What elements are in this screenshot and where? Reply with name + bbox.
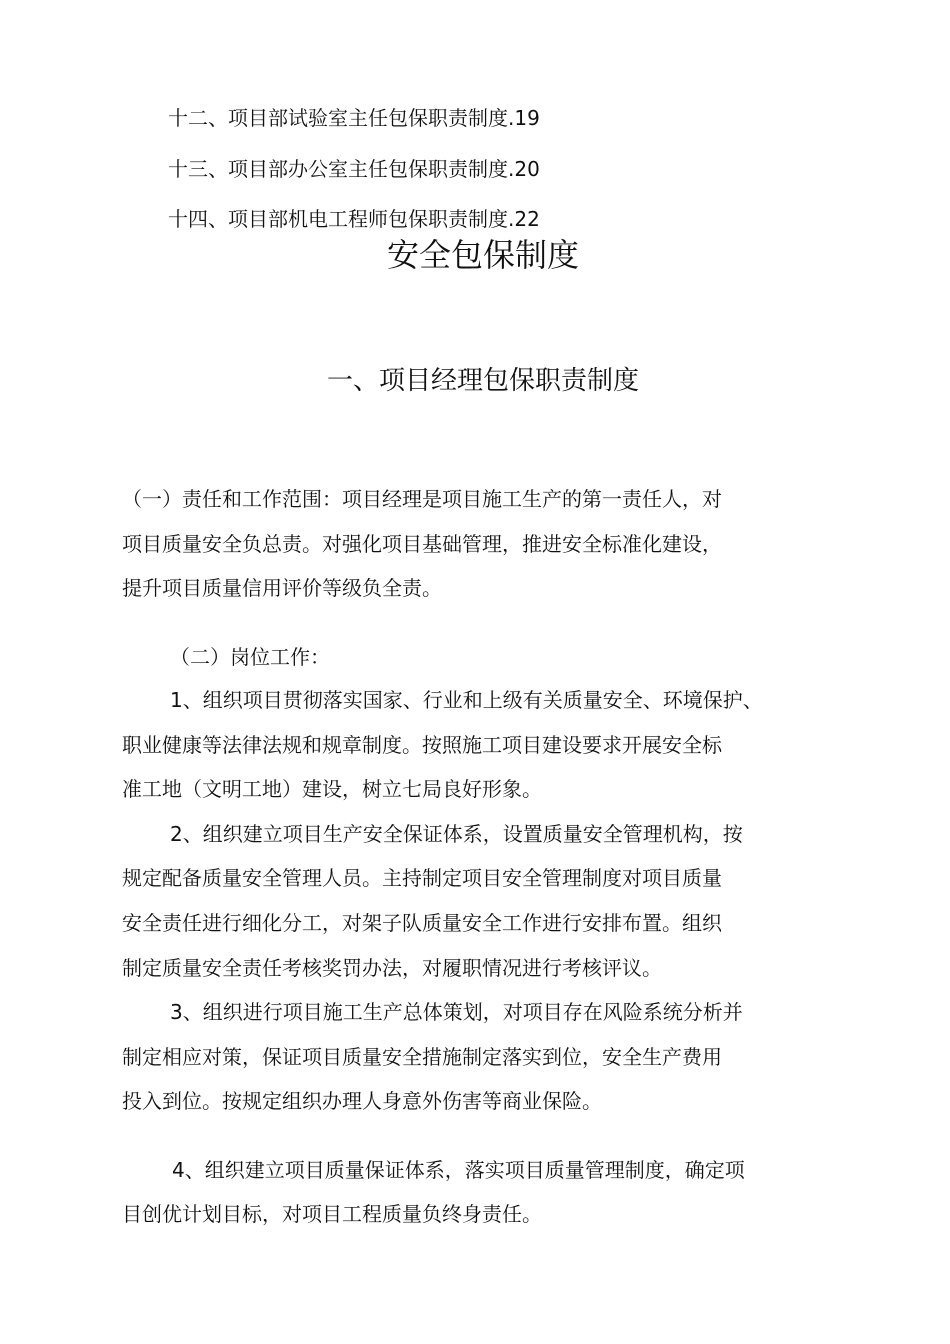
item4-line-1: 4、组织建立项目质量保证体系，落实项目质量管理制度，确定项 — [172, 1158, 745, 1182]
item1-line-2: 职业健康等法律法规和规章制度。按照施工项目建设要求开展安全标 — [122, 733, 722, 757]
item4-line-2: 目创优计划目标，对项目工程质量负终身责任。 — [122, 1202, 542, 1226]
item3-line-2: 制定相应对策，保证项目质量安全措施制定落实到位，安全生产费用 — [122, 1045, 722, 1069]
para1-line-2: 项目质量安全负总责。对强化项目基础管理，推进安全标准化建设， — [122, 532, 722, 556]
item1-line-3: 准工地（文明工地）建设，树立七局良好形象。 — [122, 777, 542, 801]
item2-line-2: 规定配备质量安全管理人员。主持制定项目安全管理制度对项目质量 — [122, 866, 722, 890]
item2-line-3: 安全责任进行细化分工，对架子队质量安全工作进行安排布置。组织 — [122, 911, 722, 935]
item3-line-3: 投入到位。按规定组织办理人身意外伤害等商业保险。 — [122, 1089, 602, 1113]
document-title: 安全包保制度 — [386, 236, 579, 274]
toc-entry-14: 十四、项目部机电工程师包保职责制度.22 — [168, 207, 540, 231]
section-title: 一、项目经理包保职责制度 — [326, 366, 639, 396]
toc-entry-12: 十二、项目部试验室主任包保职责制度.19 — [168, 106, 540, 130]
item2-line-1: 2、组织建立项目生产安全保证体系，设置质量安全管理机构，按 — [170, 822, 743, 846]
item1-line-1: 1、组织项目贯彻落实国家、行业和上级有关质量安全、环境保护、 — [170, 688, 763, 712]
item2-line-4: 制定质量安全责任考核奖罚办法，对履职情况进行考核评议。 — [122, 956, 662, 980]
duties-heading: （二）岗位工作： — [170, 645, 330, 669]
toc-entry-13: 十三、项目部办公室主任包保职责制度.20 — [168, 157, 540, 181]
para1-line-3: 提升项目质量信用评价等级负全责。 — [122, 576, 442, 600]
item3-line-1: 3、组织进行项目施工生产总体策划，对项目存在风险系统分析并 — [170, 1000, 743, 1024]
para1-line-1: （一）责任和工作范围：项目经理是项目施工生产的第一责任人，对 — [122, 487, 722, 511]
